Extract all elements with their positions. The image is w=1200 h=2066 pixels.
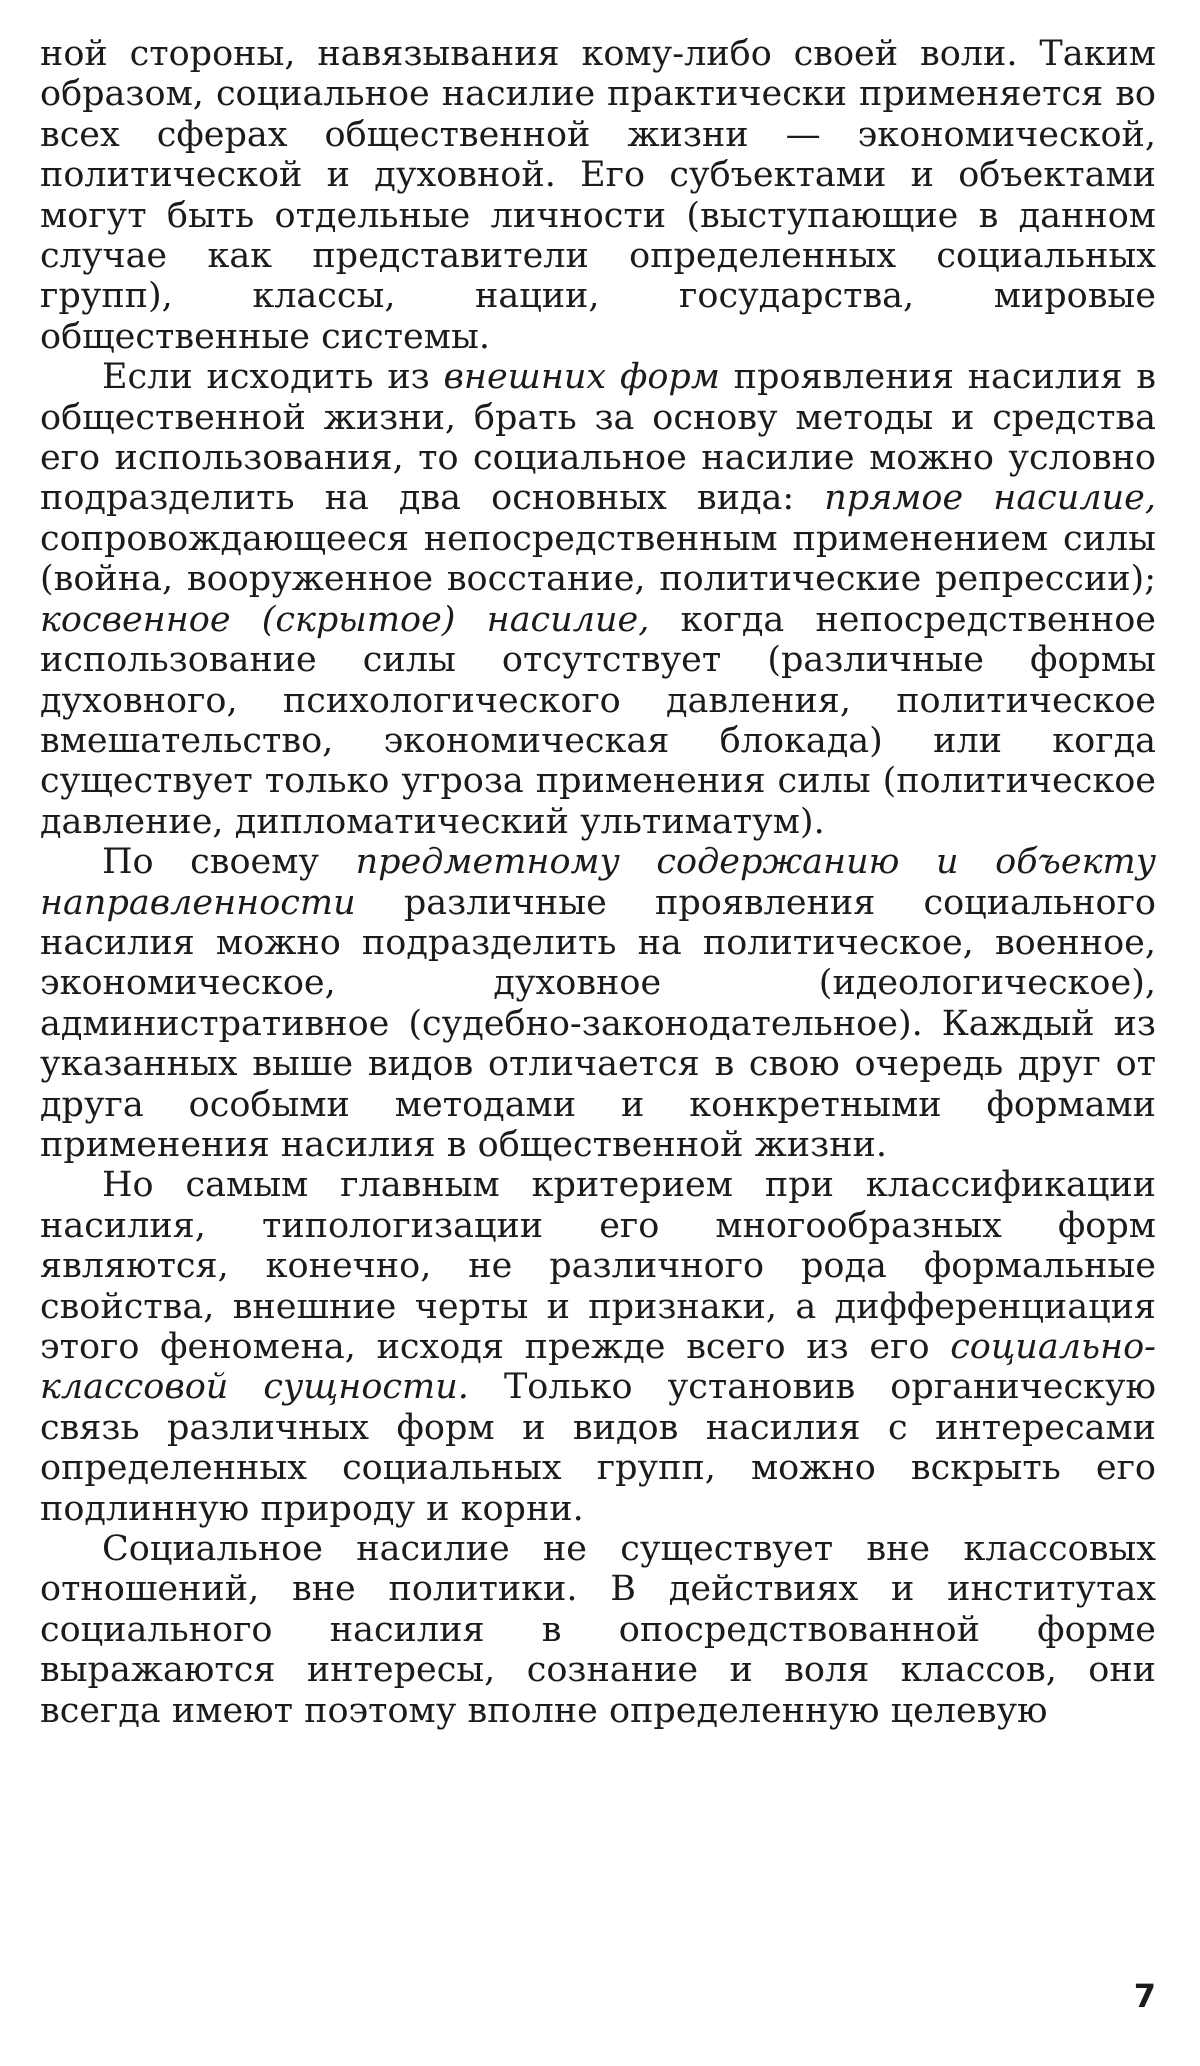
page-number: 7 xyxy=(1133,1977,1156,2015)
paragraph-4-run-1: Но самым главным критерием при классификации насилия, типологизации его многообразных форм являются, конечно, не различного рода формальные свойства, внешние черты и признаки, а дифференциация этого феномена, исходя прежде всего из его xyxy=(40,1165,1156,1367)
paragraph-2-run-7: когда непосредственное использование силы отсутствует (различные формы духовного, психологического давления, политическое вмешательство, экономическая блокада) или когда существует только угроза применения силы (политическое давление, дипломатический ультиматум). xyxy=(40,599,1156,842)
paragraph-5-run-1: Социальное насилие не существует вне классовых отношений, вне политики. В действиях и институтах социального насилия в опосредствованной форме выражаются интересы, сознание и воля классов, они всегда имеют поэтому вполне определенную целевую xyxy=(40,1529,1156,1731)
paragraph-4-run-3: Только установив органическую связь различных форм и видов насилия с интересами определенных социальных групп, можно вскрыть его подлинную природу и корни. xyxy=(40,1367,1156,1529)
paragraph-1 xyxy=(40,34,1156,357)
paragraph-2-run-3: проявления насилия в общественной жизни, брать за основу методы и средства его использования, то социальное насилие можно условно подразделить на два основных вида: xyxy=(40,357,1156,519)
paragraph-2-run-5: сопровождающееся непосредственным применением силы (война, вооруженное восстание, политические репрессии); xyxy=(40,518,1156,600)
paragraph-2 xyxy=(40,357,1156,842)
book-page xyxy=(40,34,1156,2014)
paragraph-3 xyxy=(40,842,1156,1165)
paragraph-3-run-1: По своему xyxy=(102,842,356,883)
paragraph-4-italic-class-essence: социально-классовой сущности. xyxy=(40,1327,1156,1408)
paragraph-4 xyxy=(40,1165,1156,1529)
paragraph-2-italic-external-forms: внешних форм xyxy=(443,357,720,398)
paragraph-5 xyxy=(40,1529,1156,1731)
paragraph-1-run-1: ной стороны, навязывания кому-либо своей воли. Таким образом, социальное насилие практически применяется во всех сферах общественной жизни — экономической, политической и духовной. Его субъектами и объектами могут быть отдельные личности (выступающие в данном случае как представители определенных социальных групп), классы, нации, государства, мировые общественные системы. xyxy=(40,34,1156,357)
paragraph-3-run-3: различные проявления социального насилия можно подразделить на политическое, военное, экономическое, духовное (идеологическое), административное (судебно-законодательное). Каждый из указанных выше видов отличается в свою очередь друг от друга особыми методами и конкретными формами применения насилия в общественной жизни. xyxy=(40,882,1156,1165)
paragraph-3-italic-subject-content: предметному содержанию и объекту направленности xyxy=(40,842,1156,923)
paragraph-2-italic-indirect-violence: косвенное (скрытое) насилие, xyxy=(40,599,650,640)
paragraph-2-italic-direct-violence: прямое насилие, xyxy=(824,478,1156,519)
paragraph-2-run-1: Если исходить из xyxy=(102,357,444,398)
